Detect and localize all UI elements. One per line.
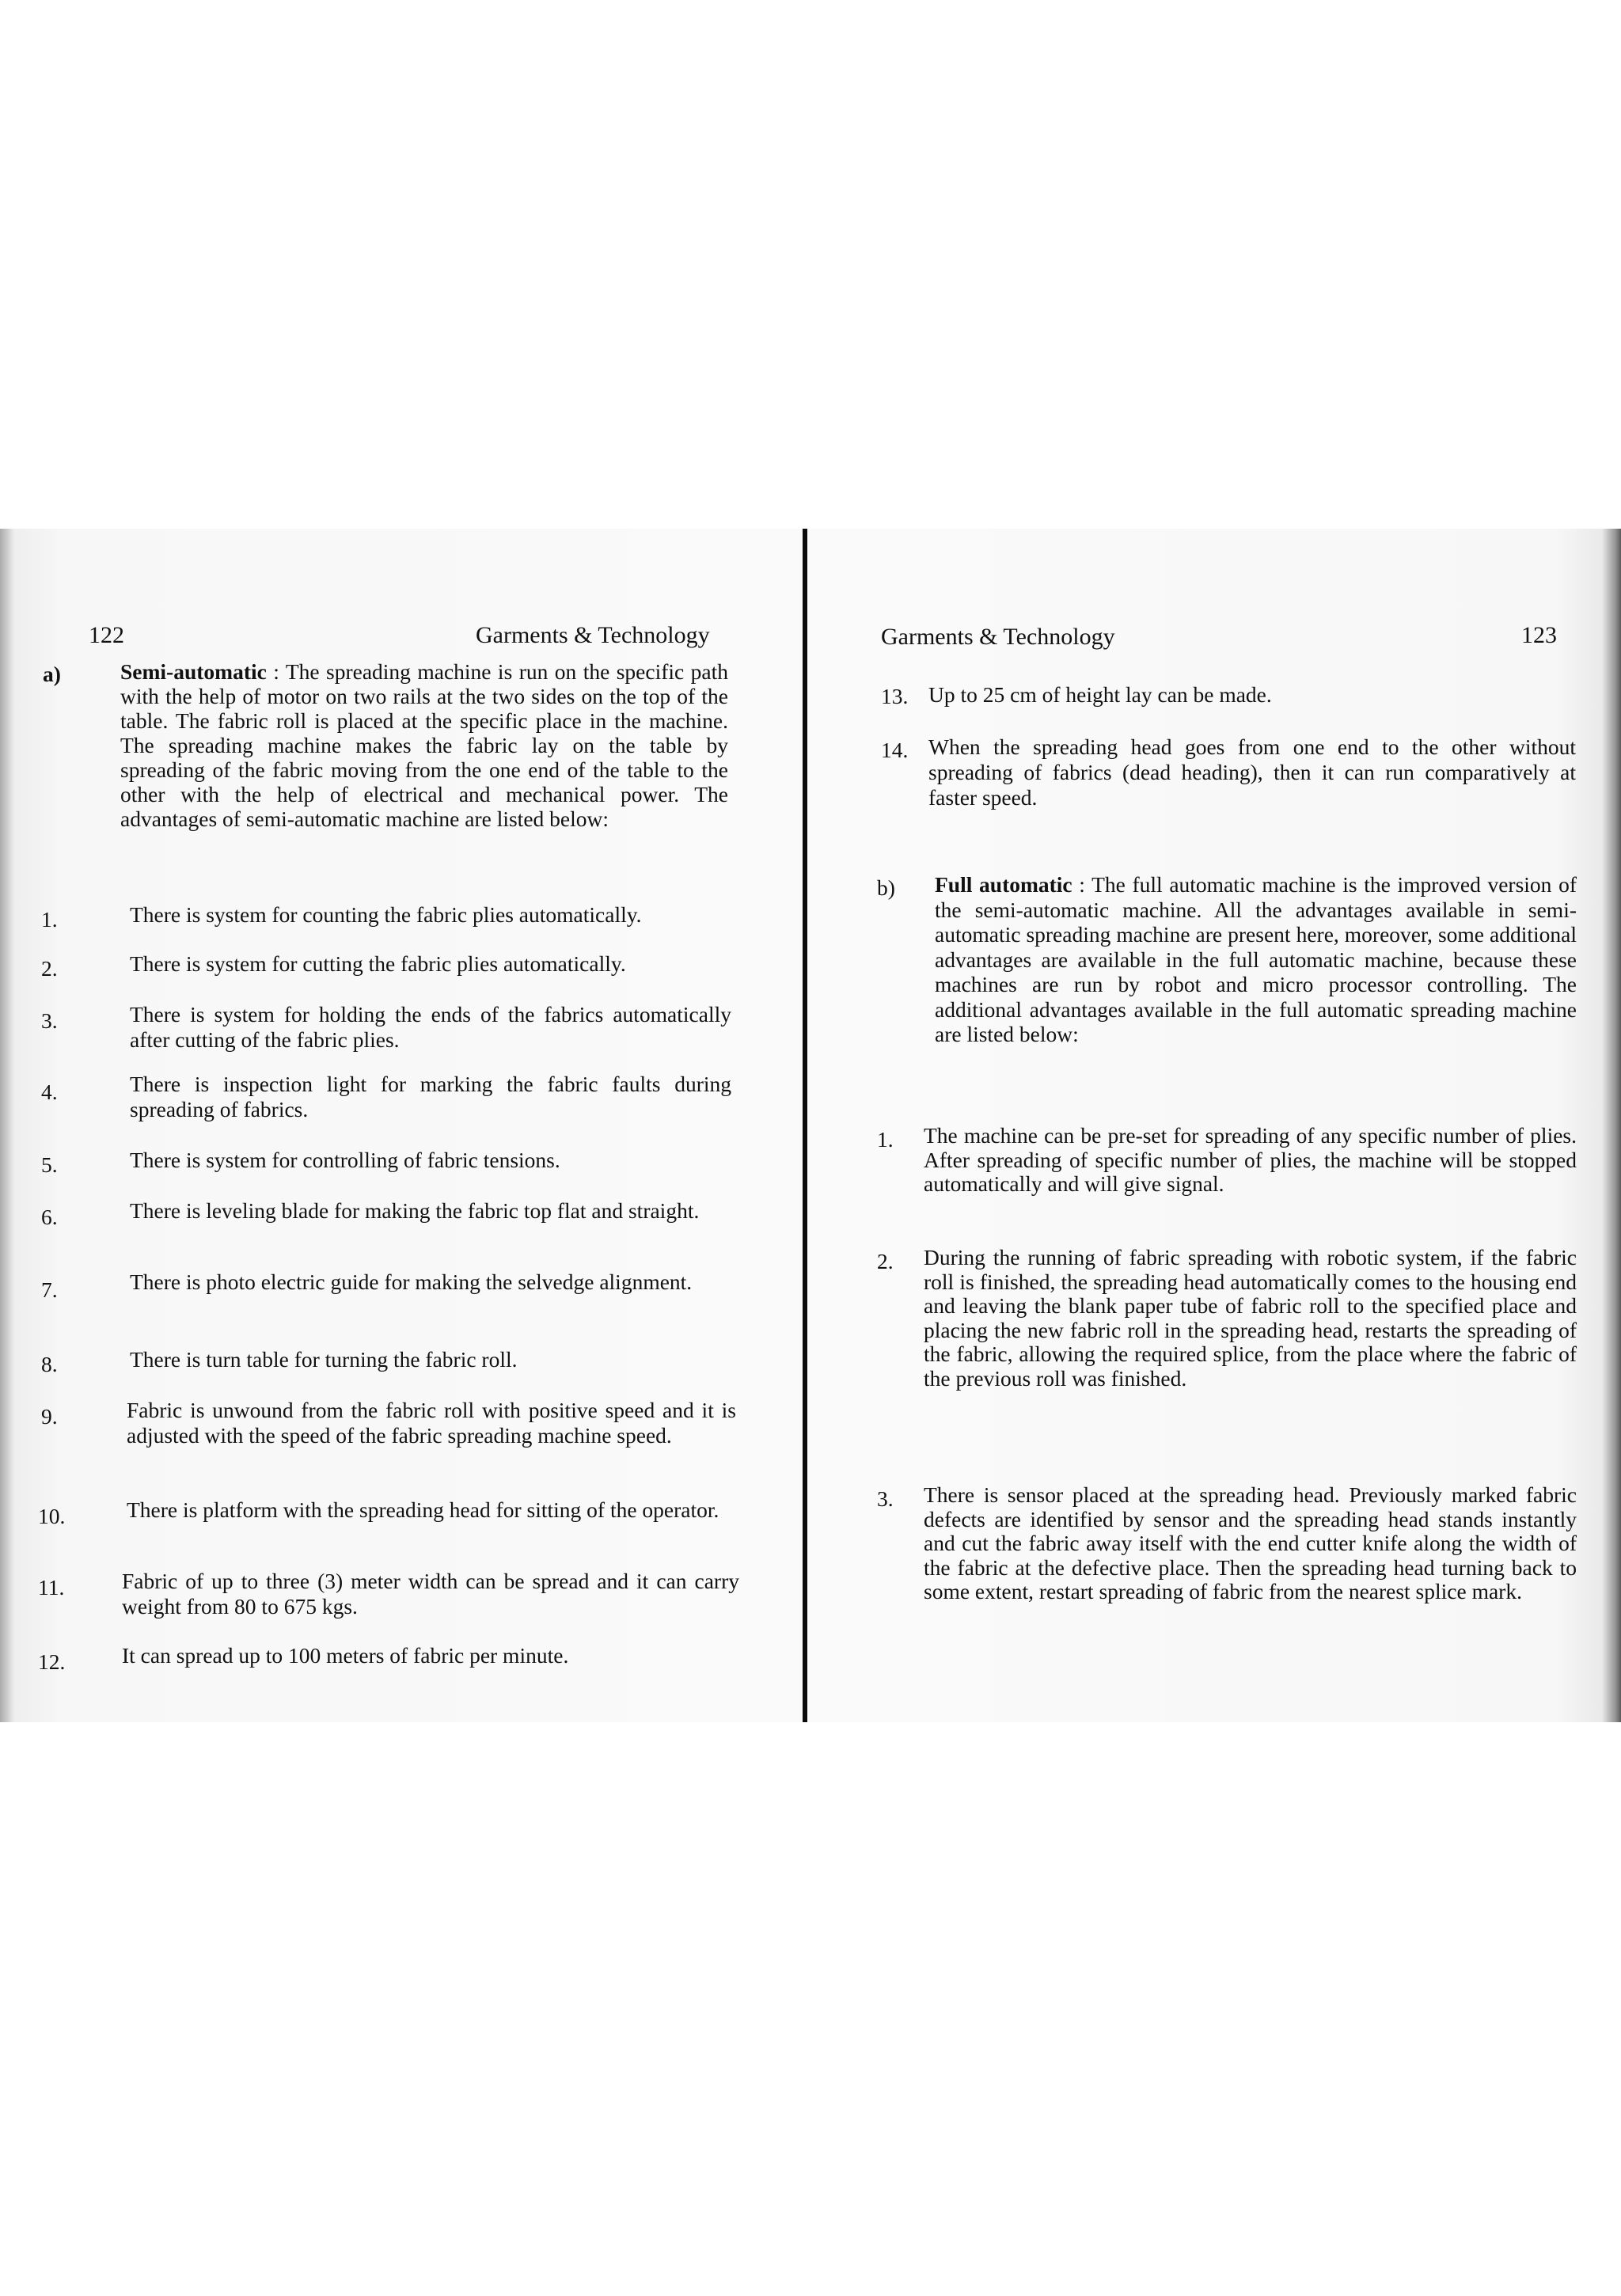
list-item-text: Fabric of up to three (3) meter width can be spread and it can carry weight from 80 to 675 kgs. bbox=[122, 1569, 739, 1619]
list-item-text: There is system for controlling of fabric tensions. bbox=[130, 1148, 560, 1172]
list-item-text: Fabric is unwound from the fabric roll with positive speed and it is adjusted with the speed of the fabric spreading machine speed. bbox=[127, 1398, 736, 1448]
list-item-text: There is turn table for turning the fabric roll. bbox=[130, 1347, 518, 1372]
section-body: The spreading machine is run on the specific path with the help of motor on two rails at the two sides on the top of the table. The fabric roll is placed at the specific place in the machine. The spreading machine makes the fabric lay on the table by spreading of the fabric moving from the one end of the table to the other with the help of electrical and mechanical power. The advantages of semi-automatic machine are listed below: bbox=[120, 659, 729, 831]
list-item-number: 1. bbox=[877, 1127, 894, 1152]
page-number: 122 bbox=[89, 622, 124, 648]
list-item-text: There is system for counting the fabric plies automatically. bbox=[130, 902, 642, 927]
running-header: Garments & Technology bbox=[476, 622, 710, 648]
list-item-number: 14. bbox=[881, 738, 909, 762]
list-item-number: 13. bbox=[881, 684, 909, 708]
section-paragraph bbox=[120, 659, 728, 831]
list-item-text: During the running of fabric spreading with robotic system, if the fabric roll is finished, the spreading head automatically comes to the housing end and leaving the blank paper tube of fabric roll to the specified place and placing the new fabric roll in the spreading head, restarts the spreading of the fabric, allowing the required splice, from the place where the fabric of the previous roll was finished. bbox=[924, 1245, 1577, 1391]
list-item-number: 7. bbox=[41, 1277, 58, 1302]
list-item-text: Up to 25 cm of height lay can be made. bbox=[928, 682, 1272, 707]
list-item-text: There is system for holding the ends of the fabrics automatically after cutting of the fabric plies. bbox=[130, 1002, 731, 1052]
section-separator: : bbox=[1079, 872, 1085, 897]
list-item-text: There is leveling blade for making the fabric top flat and straight. bbox=[130, 1198, 700, 1223]
list-item-number: 6. bbox=[41, 1205, 58, 1229]
list-item-number: 3. bbox=[877, 1486, 894, 1511]
list-item-number: 9. bbox=[41, 1404, 58, 1429]
list-item-text: There is system for cutting the fabric plies automatically. bbox=[130, 951, 626, 976]
section-body: The full automatic machine is the improved version of the semi-automatic machine. All the advantages available in semi-automatic spreading machine are present here, moreover, some additional advantages are available in the full automatic machine, because these machines are run by robot and micro processor controlling. The additional advantages available in the full automatic spreading machine are listed below: bbox=[935, 872, 1577, 1046]
section-separator: : bbox=[273, 659, 279, 684]
list-item-text: There is photo electric guide for making the selvedge alignment. bbox=[130, 1269, 693, 1294]
section-label: b) bbox=[877, 875, 895, 900]
list-item-number: 11. bbox=[38, 1575, 65, 1600]
section-title: Semi-automatic bbox=[120, 659, 267, 684]
list-item-text: It can spread up to 100 meters of fabric per minute. bbox=[122, 1643, 569, 1668]
page-number: 123 bbox=[1521, 622, 1557, 648]
section-label: a) bbox=[43, 662, 61, 686]
running-header: Garments & Technology bbox=[881, 624, 1115, 650]
book-spread bbox=[0, 529, 1621, 1722]
list-item-number: 2. bbox=[877, 1249, 894, 1273]
page-edge-shadow-right bbox=[1602, 529, 1621, 1722]
list-item-number: 3. bbox=[41, 1008, 58, 1033]
list-item-number: 12. bbox=[38, 1649, 66, 1674]
list-item-number: 4. bbox=[41, 1080, 58, 1104]
list-item-number: 8. bbox=[41, 1352, 58, 1376]
section-paragraph bbox=[935, 872, 1577, 1047]
list-item-number: 2. bbox=[41, 956, 58, 981]
section-title: Full automatic bbox=[935, 872, 1072, 897]
list-item-number: 1. bbox=[41, 907, 58, 932]
left-page bbox=[0, 529, 804, 1722]
right-page bbox=[814, 529, 1621, 1722]
list-item-text: There is platform with the spreading head for sitting of the operator. bbox=[127, 1497, 719, 1522]
list-item-text: The machine can be pre-set for spreading of any specific number of plies. After spreading of specific number of plies, the machine will be stopped automatically and will give signal. bbox=[924, 1123, 1577, 1196]
list-item-text: There is sensor placed at the spreading head. Previously marked fabric defects are identified by sensor and the spreading head stands instantly and cut the fabric away itself with the end cutter knife along the width of the fabric at the defective place. Then the spreading head turning back to some extent, restart spreading of fabric from the nearest splice mark. bbox=[924, 1482, 1577, 1603]
list-item-text: There is inspection light for marking the fabric faults during spreading of fabrics. bbox=[130, 1072, 731, 1121]
list-item-text: When the spreading head goes from one end to the other without spreading of fabrics (dead heading), then it can run comparatively at faster speed. bbox=[928, 734, 1576, 810]
list-item-number: 5. bbox=[41, 1152, 58, 1177]
list-item-number: 10. bbox=[38, 1504, 66, 1528]
book-gutter bbox=[803, 529, 807, 1722]
